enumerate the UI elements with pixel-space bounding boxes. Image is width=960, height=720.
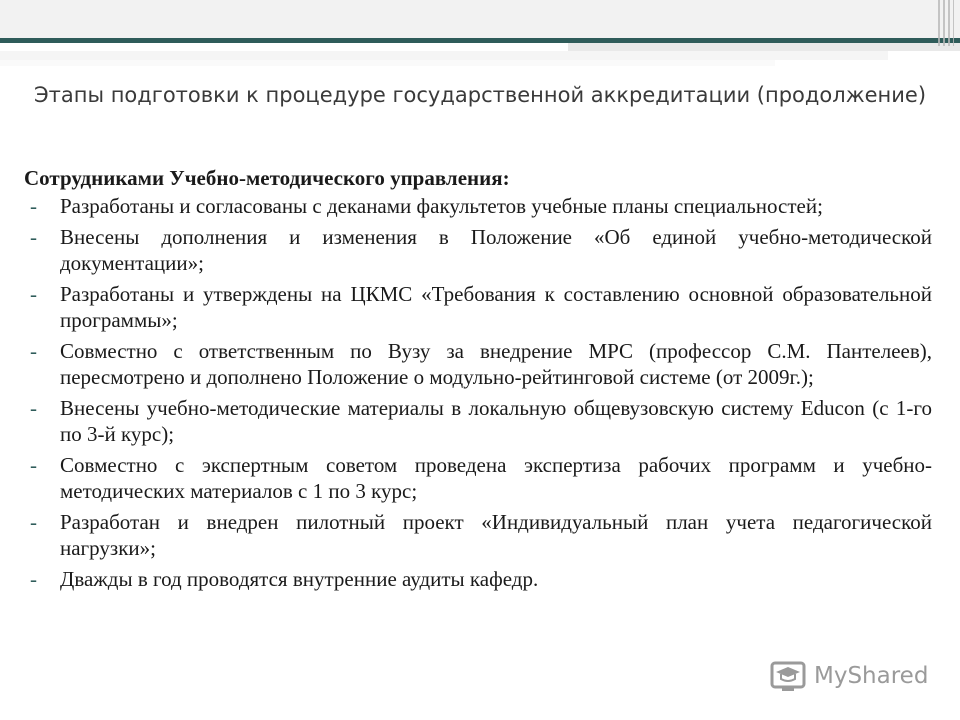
bullet-marker: - [30, 396, 37, 420]
watermark-logo [770, 656, 928, 696]
list-item-text: Внесены учебно-методические материалы в локальную общевузовскую систему Educon (с 1-го по 3-й курс); [60, 396, 932, 446]
header-stripe [0, 60, 775, 66]
list-item [24, 338, 932, 390]
decorative-lines [938, 0, 954, 46]
list-item [24, 193, 932, 219]
bullet-marker: - [30, 282, 37, 306]
lead-text: Сотрудниками Учебно-методического управления: [24, 166, 510, 190]
list-item-text: Разработан и внедрен пилотный проект «Индивидуальный план учета педагогической нагрузки»; [60, 510, 932, 560]
list-item-text: Разработаны и согласованы с деканами факультетов учебные планы специальностей; [60, 194, 823, 218]
mortarboard-icon [770, 659, 806, 693]
bullet-marker: - [30, 339, 37, 363]
list-item [24, 452, 932, 504]
list-item [24, 395, 932, 447]
bullet-marker: - [30, 225, 37, 249]
list-item [24, 566, 932, 592]
list-item-text: Дважды в год проводятся внутренние аудиты кафедр. [60, 567, 539, 591]
list-item-text: Внесены дополнения и изменения в Положение «Об единой учебно-методической документации»; [60, 225, 932, 275]
bullet-marker: - [30, 510, 37, 534]
list-item [24, 509, 932, 561]
bullet-marker: - [30, 567, 37, 591]
list-item-text: Разработаны и утверждены на ЦКМС «Требования к составлению основной образовательной программы»; [60, 282, 932, 332]
bullet-marker: - [30, 194, 37, 218]
list-item-text: Совместно с экспертным советом проведена экспертиза рабочих программ и учебно-методических материалов с 1 по 3 курс; [60, 453, 932, 503]
slide-title: Этапы подготовки к процедуре государственной аккредитации (продолжение) [33, 83, 927, 107]
bullet-marker: - [30, 453, 37, 477]
list-item [24, 224, 932, 276]
header-stripe [568, 43, 960, 51]
header-stripe [0, 51, 888, 60]
header-band [0, 0, 960, 38]
watermark-text: MyShared [814, 663, 929, 689]
slide-body [24, 165, 932, 597]
list-item-text: Совместно с ответственным по Вузу за внедрение МРС (профессор С.М. Пантелеев), пересмотрено и дополнено Положение о модульно-рейтинговой системе (от 2009г.); [60, 339, 932, 389]
bullet-list [24, 193, 932, 592]
list-item [24, 281, 932, 333]
